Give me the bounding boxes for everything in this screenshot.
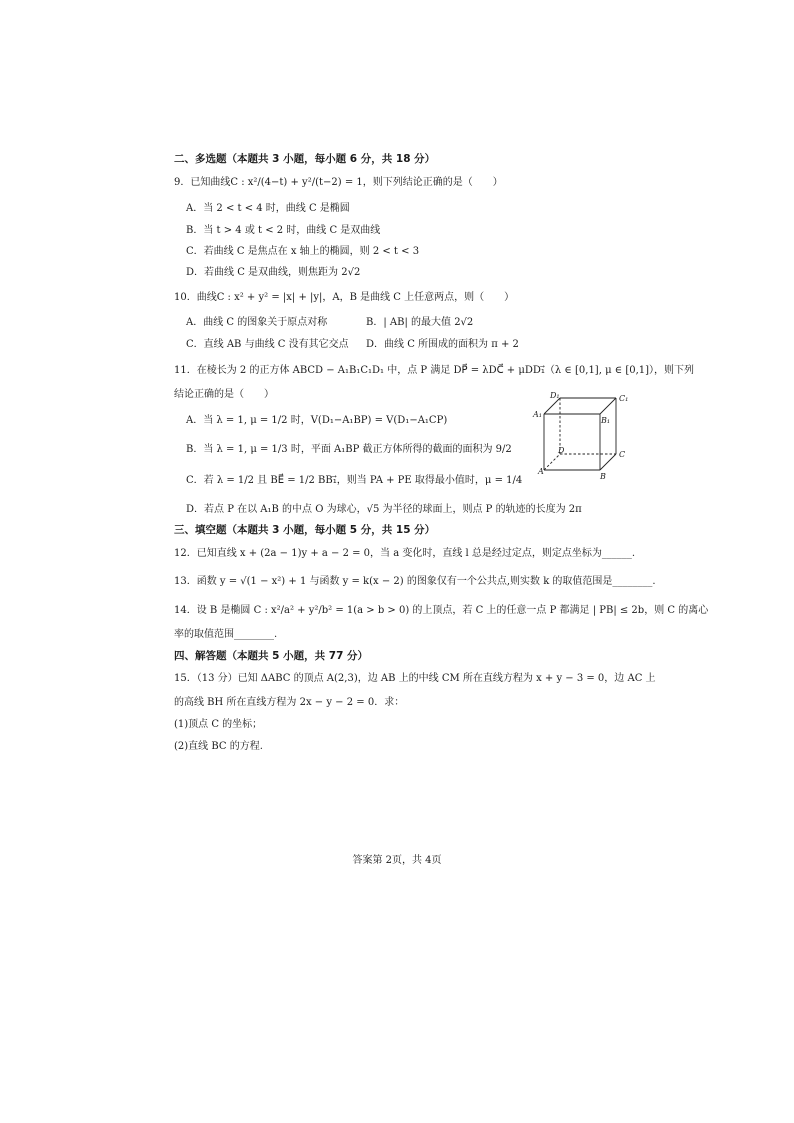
question-11-stem-line-1: 11．在棱长为 2 的正方体 ABCD − A₁B₁C₁D₁ 中，点 P 满足 DP⃗ = λDC⃗ + μDD₁⃗（λ ∈ [0,1], μ ∈ [0,1]），则下列 <box>174 365 695 376</box>
question-13: 13．函数 y = √(1 − x²) + 1 与函数 y = k(x − 2) 的图象仅有一个公共点,则实数 k 的取值范围是________. <box>174 576 656 587</box>
question-15-part-2: (2)直线 BC 的方程. <box>174 741 263 752</box>
question-14-line-2: 率的取值范围________. <box>174 629 278 640</box>
edge-b-c <box>600 454 616 470</box>
label-a: A <box>538 467 544 476</box>
question-11-option-a: A．当 λ = 1, μ = 1/2 时，V(D₁−A₁BP) = V(D₁−A₁CP) <box>186 415 448 426</box>
question-9-stem: 9．已知曲线C : x²/(4−t) + y²/(t−2) = 1，则下列结论正确的是（ ） <box>174 177 503 188</box>
question-11-option-d: D．若点 P 在以 A₁B 的中点 O 为球心，√5 为半径的球面上，则点 P 的轨迹的长度为 2π <box>186 504 582 515</box>
question-10-option-b: B．| AB| 的最大值 2√2 <box>366 317 474 328</box>
cube-figure <box>528 392 636 484</box>
section-heading-fill-blank: 三、填空题（本题共 3 小题，每小题 5 分，共 15 分） <box>174 524 436 536</box>
question-15-line-2: 的高线 BH 所在直线方程为 2x − y − 2 = 0．求： <box>174 697 405 708</box>
label-b: B <box>600 472 606 481</box>
edge-b1-c1 <box>600 398 616 414</box>
edge-a1-d1 <box>544 398 560 414</box>
label-c: C <box>619 450 626 459</box>
question-9-option-a: A．当 2 < t < 4 时，曲线 C 是椭圆 <box>186 203 350 214</box>
section-heading-solve: 四、解答题（本题共 5 小题，共 77 分） <box>174 650 369 662</box>
question-9-option-c: C．若曲线 C 是焦点在 x 轴上的椭圆，则 2 < t < 3 <box>186 246 420 257</box>
question-9-option-d: D．若曲线 C 是双曲线，则焦距为 2√2 <box>186 267 361 278</box>
question-10-option-d: D．曲线 C 所围成的面积为 π + 2 <box>366 339 519 350</box>
question-12: 12．已知直线 x + (2a − 1)y + a − 2 = 0，当 a 变化时，直线 l 总是经过定点，则定点坐标为______. <box>174 548 636 559</box>
question-11-option-c: C．若 λ = 1/2 且 BE⃗ = 1/2 BB₁⃗，则当 PA + PE 取得最小值时，μ = 1/4 <box>186 475 523 486</box>
label-d: D <box>558 446 565 455</box>
question-11-option-b: B．当 λ = 1, μ = 1/3 时，平面 A₁BP 截正方体所得的截面的面积为 9/2 <box>186 444 512 455</box>
question-10-option-a: A．曲线 C 的图象关于原点对称 <box>186 317 328 328</box>
label-d1: D₁ <box>550 392 560 400</box>
question-15-line-1: 15．（13 分）已知 ΔABC 的顶点 A(2,3)，边 AB 上的中线 CM 所在直线方程为 x + y − 3 = 0，边 AC 上 <box>174 673 656 684</box>
question-11-stem-line-2: 结论正确的是（ ） <box>174 389 274 400</box>
page-footer: 答案第 2页，共 4页 <box>352 855 442 866</box>
label-c1: C₁ <box>619 394 629 403</box>
label-b1: B₁ <box>601 416 611 425</box>
question-14-line-1: 14．设 B 是椭圆 C : x²/a² + y²/b² = 1(a > b > 0) 的上顶点，若 C 上的任意一点 P 都满足 | PB| ≤ 2b，则 C 的离心 <box>174 605 709 616</box>
label-a1: A₁ <box>533 410 542 419</box>
section-heading-multi-choice: 二、多选题（本题共 3 小题，每小题 6 分，共 18 分） <box>174 153 436 165</box>
question-10-option-c: C．直线 AB 与曲线 C 没有其它交点 <box>186 339 349 350</box>
question-10-stem: 10．曲线C : x² + y² = |x| + |y|，A，B 是曲线 C 上任意两点，则（ ） <box>174 292 515 303</box>
question-9-option-b: B．当 t > 4 或 t < 2 时，曲线 C 是双曲线 <box>186 225 381 236</box>
edge-a-d-hidden <box>544 454 560 470</box>
question-15-part-1: (1)顶点 C 的坐标； <box>174 719 263 730</box>
